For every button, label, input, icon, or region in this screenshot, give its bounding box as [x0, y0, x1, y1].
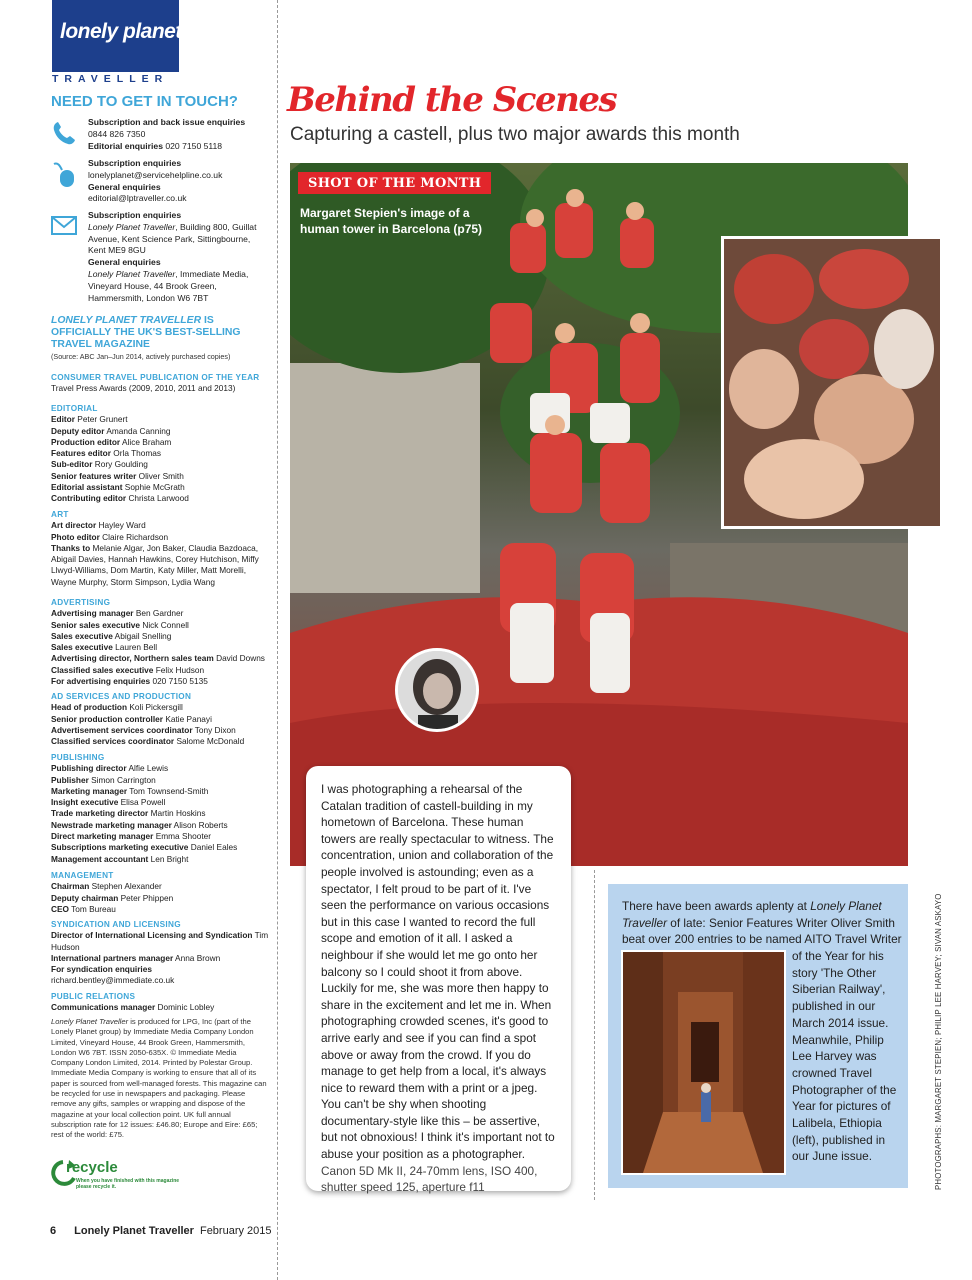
staff-line: [51, 620, 273, 631]
staff-name: Tom Bureau: [71, 903, 116, 914]
legal-text: is produced for LPG, Inc (part of the Lonely Planet group) by Immediate Media Company London Limited, Vineyard House, 44 Brook Green, Hammersmith, London W6 7BT. ISSN 2050-635X. © Immediate Media Company London Limited, 2014. Printed by Polestar Group. Immediate Media Company is working to ensure that all of its paper is sourced from well-managed forests. This magazine can be recycled for use in newspapers and packaging. Please remove any gifts, samples or wrapping and dispose of the magazine at your local collection point. UK full annual subscription rate for 12 issues: £46.80; Europe and Eire: £65; rest of the world: £75.: [51, 1017, 267, 1140]
award-section: [51, 372, 273, 395]
staff-line: [51, 631, 273, 642]
staff-line: [51, 426, 273, 437]
staff-role: Communications manager: [51, 1002, 156, 1013]
staff-role: Publisher: [51, 774, 89, 785]
staff-name: Peter Grunert: [77, 414, 128, 425]
staff-role: For syndication enquiries: [51, 964, 152, 975]
staff-role: Classified sales executive: [51, 664, 154, 675]
section-heading: ADVERTISING: [51, 598, 111, 607]
staff-name: Oliver Smith: [138, 470, 184, 481]
staff-name: Daniel Eales: [190, 842, 238, 853]
staff-name: 020 7150 5135: [152, 676, 208, 687]
staff-role: Publishing director: [51, 763, 127, 774]
staff-line: [51, 786, 273, 797]
staff-name: Alfie Lewis: [128, 763, 169, 774]
staff-name: Alice Braham: [122, 436, 172, 447]
staff-role: International partners manager: [51, 952, 174, 963]
staff-adservices: [51, 691, 273, 747]
section-heading: SYNDICATION AND LICENSING: [51, 920, 181, 929]
staff-name: Peter Phippen: [120, 892, 174, 903]
staff-line: [51, 543, 273, 588]
recycle-subtext: When you have finished with this magazine please recycle it.: [76, 1178, 180, 1190]
staff-name: Christa Larwood: [128, 493, 189, 504]
staff-name: Anna Brown: [175, 952, 221, 963]
staff-role: Marketing manager: [51, 785, 128, 796]
staff-name: Amanda Canning: [106, 425, 171, 436]
web-label-1: Subscription enquiries: [88, 158, 182, 168]
awards-intro-mag: Lonely Planet Traveller: [622, 899, 882, 930]
post-mag-2: Lonely Planet Traveller: [88, 268, 176, 279]
staff-role: For advertising enquiries: [51, 676, 151, 687]
staff-name: Emma Shooter: [155, 831, 212, 842]
staff-line: [51, 820, 273, 831]
contact-heading: NEED TO GET IN TOUCH?: [51, 93, 238, 110]
section-heading: ART: [51, 510, 69, 519]
staff-role: Classified services coordinator: [51, 736, 175, 747]
staff-line: [51, 763, 273, 774]
staff-line: [51, 953, 273, 964]
section-heading: AD SERVICES AND PRODUCTION: [51, 692, 192, 701]
recycle-word: recycle: [66, 1159, 118, 1176]
phone-icon: [50, 119, 78, 147]
staff-art: [51, 509, 273, 588]
legal-mag: Lonely Planet Traveller: [51, 1017, 129, 1026]
awards-intro-pre: There have been awards aplenty at: [622, 899, 811, 913]
staff-role: Deputy editor: [51, 425, 105, 436]
staff-role: Insight executive: [51, 797, 119, 808]
staff-name: Lauren Bell: [115, 642, 158, 653]
lalibela-photo: [621, 950, 786, 1175]
section-heading: PUBLIC RELATIONS: [51, 992, 136, 1001]
staff-name: Stephen Alexander: [91, 881, 162, 892]
staff-role: Management accountant: [51, 853, 149, 864]
phone-value-2: 020 7150 5118: [165, 140, 223, 151]
staff-line: [51, 831, 273, 842]
section-heading: EDITORIAL: [51, 404, 98, 413]
staff-role: Advertising director, Northern sales team: [51, 653, 214, 664]
envelope-icon: [50, 212, 78, 240]
photo-caption: Margaret Stepien's image of a human tower in Barcelona (p75): [300, 206, 483, 236]
staff-line: [51, 842, 273, 853]
awards-box: [608, 884, 908, 1188]
staff-line: [51, 808, 273, 819]
staff-name: Claire Richardson: [102, 531, 169, 542]
staff-name: David Downs: [216, 653, 265, 664]
camera-settings: Canon 5D Mk II, 24-70mm lens, ISO 400, shutter speed 125, aperture f11: [321, 1163, 538, 1195]
staff-role: Newstrade marketing manager: [51, 819, 172, 830]
phone-label-2: Editorial enquiries: [88, 140, 163, 151]
web-label-2: General enquiries: [88, 181, 161, 192]
page-footer: [50, 1225, 272, 1237]
staff-name: Nick Connell: [142, 619, 189, 630]
footer-issue: February 2015: [199, 1225, 272, 1237]
contact-phone: [50, 117, 260, 152]
staff-line: [51, 854, 273, 865]
staff-line: [51, 893, 273, 904]
staff-name: Hayley Ward: [98, 520, 146, 531]
photo-credits: PHOTOGRAPHS: MARGARET STEPIEN; PHILIP LEE HARVEY; SIVAN ASKAYO: [934, 893, 943, 1190]
staff-name: Orla Thomas: [113, 448, 162, 459]
column-divider-lower: [594, 870, 595, 1200]
column-divider: [277, 0, 278, 1280]
page-subtitle: Capturing a castell, plus two major awards this month: [290, 124, 740, 145]
staff-line: [51, 653, 273, 664]
staff-line: [51, 930, 273, 953]
logo-text: lonely planet: [60, 20, 182, 43]
award-heading: CONSUMER TRAVEL PUBLICATION OF THE YEAR: [51, 373, 260, 382]
staff-line: [51, 642, 273, 653]
phone-label-1: Subscription and back issue enquiries: [88, 117, 246, 127]
staff-line: [51, 702, 273, 713]
staff-line: [51, 904, 273, 915]
staff-name: Rory Goulding: [94, 459, 148, 470]
staff-role: Editorial assistant: [51, 482, 123, 493]
staff-line: [51, 493, 273, 504]
staff-role: Photo editor: [51, 531, 100, 542]
post-label-1: Subscription enquiries: [88, 210, 182, 220]
footer-magazine: Lonely Planet Traveller: [74, 1225, 194, 1237]
section-heading: PUBLISHING: [51, 753, 105, 762]
staff-line: [51, 471, 273, 482]
contact-web: [50, 158, 260, 205]
staff-name: Sophie McGrath: [124, 482, 185, 493]
staff-role: Sales executive: [51, 642, 113, 653]
staff-role: Sales executive: [51, 630, 113, 641]
staff-pr: [51, 991, 273, 1014]
staff-name: Dominic Lobley: [157, 1002, 215, 1013]
staff-editorial: [51, 403, 273, 505]
staff-role: Advertisement services coordinator: [51, 724, 193, 735]
post-label-2: General enquiries: [88, 257, 161, 268]
staff-line: [51, 482, 273, 493]
staff-name: Tom Townsend-Smith: [129, 785, 209, 796]
phone-value-1: 0844 826 7350: [88, 128, 146, 139]
staff-line: [51, 437, 273, 448]
staff-role: Senior features writer: [51, 470, 137, 481]
staff-role: Editor: [51, 414, 75, 425]
staff-line: [51, 608, 273, 619]
staff-name: Elisa Powell: [120, 797, 166, 808]
staff-role: Director of International Licensing and Syndication: [51, 930, 253, 941]
staff-line: [51, 975, 273, 986]
staff-line: [51, 1002, 273, 1013]
bestseller-claim: [51, 315, 266, 351]
staff-line: [51, 414, 273, 425]
staff-name: Martin Hoskins: [150, 808, 206, 819]
staff-role: Features editor: [51, 448, 111, 459]
web-value-1: lonelyplanet@servicehelpline.co.uk: [88, 169, 223, 180]
web-value-2: editorial@lptraveller.co.uk: [88, 193, 187, 204]
staff-name: Tim Hudson: [51, 930, 269, 952]
photographer-avatar: [395, 648, 479, 732]
staff-line: [51, 532, 273, 543]
staff-line: [51, 714, 273, 725]
awards-intro: [622, 898, 902, 948]
legal-notice: [51, 1017, 267, 1141]
staff-role: Deputy chairman: [51, 892, 119, 903]
staff-name: richard.bentley@immediate.co.uk: [51, 975, 175, 986]
awards-intro-post: of late: Senior Features Writer Oliver Smith beat over 200 entries to be named AITO Travel Writer: [622, 915, 902, 947]
staff-line: [51, 520, 273, 531]
staff-role: Art director: [51, 520, 97, 531]
post-value-1: , Building 800, Guillat Avenue, Kent Science Park, Sittingbourne, Kent ME9 8GU: [88, 221, 257, 256]
staff-role: Direct marketing manager: [51, 831, 154, 842]
quote-text: I was photographing a rehearsal of the Catalan tradition of castell-building in my hometown of Barcelona. These human towers are really spectacular to witness. The concentration, union and collaboration of the people involved is astounding; even as a spectator, I felt proud to be part of it. I've seen the performance on various occasions but in this case I wanted to record the full scope and emotion of it all. I asked a neighbour if she would let me go onto her balcony so I could shoot it from above. Luckily for me, she was more then happy to share in the excitement and let me in. When photographing crowded scenes, it's good to arrive early and see if you can find a spot above or away from the crowd. If you do manage to get help from a local, it's always nice to reward them with a print or a jpeg. You can't be shy when shooting documentary-style like this – be assertive, but not obnoxious! I think it's important not to abuse your position as a photographer.: [321, 782, 555, 1162]
bestseller-source: (Source: ABC Jan–Jun 2014, actively purchased copies): [51, 352, 231, 361]
staff-role: Senior sales executive: [51, 619, 141, 630]
staff-role: Trade marketing director: [51, 808, 149, 819]
staff-name: Katie Panayi: [165, 713, 212, 724]
staff-management: [51, 870, 273, 915]
staff-line: [51, 448, 273, 459]
section-heading: MANAGEMENT: [51, 871, 114, 880]
staff-line: [51, 797, 273, 808]
castellers-closeup-photo: [721, 236, 943, 529]
staff-name: Ben Gardner: [135, 608, 184, 619]
staff-syndication: [51, 919, 273, 987]
page-number: 6: [50, 1225, 57, 1237]
staff-publishing: [51, 752, 273, 865]
post-value-2: , Immediate Media, Vineyard House, 44 Brook Green, Hammersmith, London W6 7BT: [88, 268, 249, 303]
staff-role: Head of production: [51, 702, 128, 713]
staff-role: CEO: [51, 903, 69, 914]
staff-line: [51, 964, 273, 975]
staff-name: Len Bright: [150, 853, 189, 864]
staff-name: Koli Pickersgill: [129, 702, 183, 713]
staff-name: Salome McDonald: [176, 736, 245, 747]
staff-line: [51, 676, 273, 687]
staff-role: Subscriptions marketing executive: [51, 842, 189, 853]
award-text: Travel Press Awards (2009, 2010, 2011 and 2013): [51, 383, 236, 394]
staff-role: Production editor: [51, 436, 121, 447]
staff-name: Tony Dixon: [194, 724, 236, 735]
staff-line: [51, 775, 273, 786]
photographer-quote-box: [306, 766, 571, 1195]
staff-role: Senior production controller: [51, 713, 164, 724]
staff-name: Simon Carrington: [91, 774, 156, 785]
staff-role: Contributing editor: [51, 493, 127, 504]
staff-advertising: [51, 597, 273, 687]
staff-line: [51, 881, 273, 892]
awards-text: of the Year for his story 'The Other Siberian Railway', published in our March 2014 issue. Meanwhile, Philip Lee Harvey was crowned Travel Photographer of the Year for pictures of Lalibela, Ethiopia (left), published in our June issue.: [792, 949, 897, 1164]
shot-of-the-month-badge: SHOT OF THE MONTH: [298, 172, 491, 194]
contact-post: [50, 210, 260, 304]
bestseller-mag: LONELY PLANET TRAVELLER: [51, 315, 202, 326]
bestseller-text: IS OFFICIALLY THE UK'S BEST-SELLING TRAVEL MAGAZINE: [51, 315, 241, 350]
post-mag-1: Lonely Planet Traveller: [88, 221, 176, 232]
mouse-icon: [50, 160, 78, 188]
staff-name: Abigail Snelling: [114, 630, 172, 641]
staff-role: Sub-editor: [51, 459, 93, 470]
staff-role: Thanks to: [51, 542, 91, 553]
staff-role: Chairman: [51, 881, 90, 892]
staff-line: [51, 725, 273, 736]
page-title: Behind the Scenes: [287, 80, 617, 120]
logo-subtitle: TRAVELLER: [52, 73, 169, 85]
staff-line: [51, 459, 273, 470]
staff-line: [51, 736, 273, 747]
staff-name: Alison Roberts: [173, 819, 228, 830]
staff-role: Advertising manager: [51, 608, 134, 619]
staff-line: [51, 665, 273, 676]
staff-name: Melanie Algar, Jon Baker, Claudia Bazdoaca, Abigail Davies, Hannah Hawkins, Corey Hutchison, Miffy Llwyd-Williams, Dom Martin, Katy Miller, Matt Morelli, Wayne Murphy, Storm Simpson, Lydia Wang: [51, 542, 259, 587]
staff-name: Felix Hudson: [155, 664, 205, 675]
